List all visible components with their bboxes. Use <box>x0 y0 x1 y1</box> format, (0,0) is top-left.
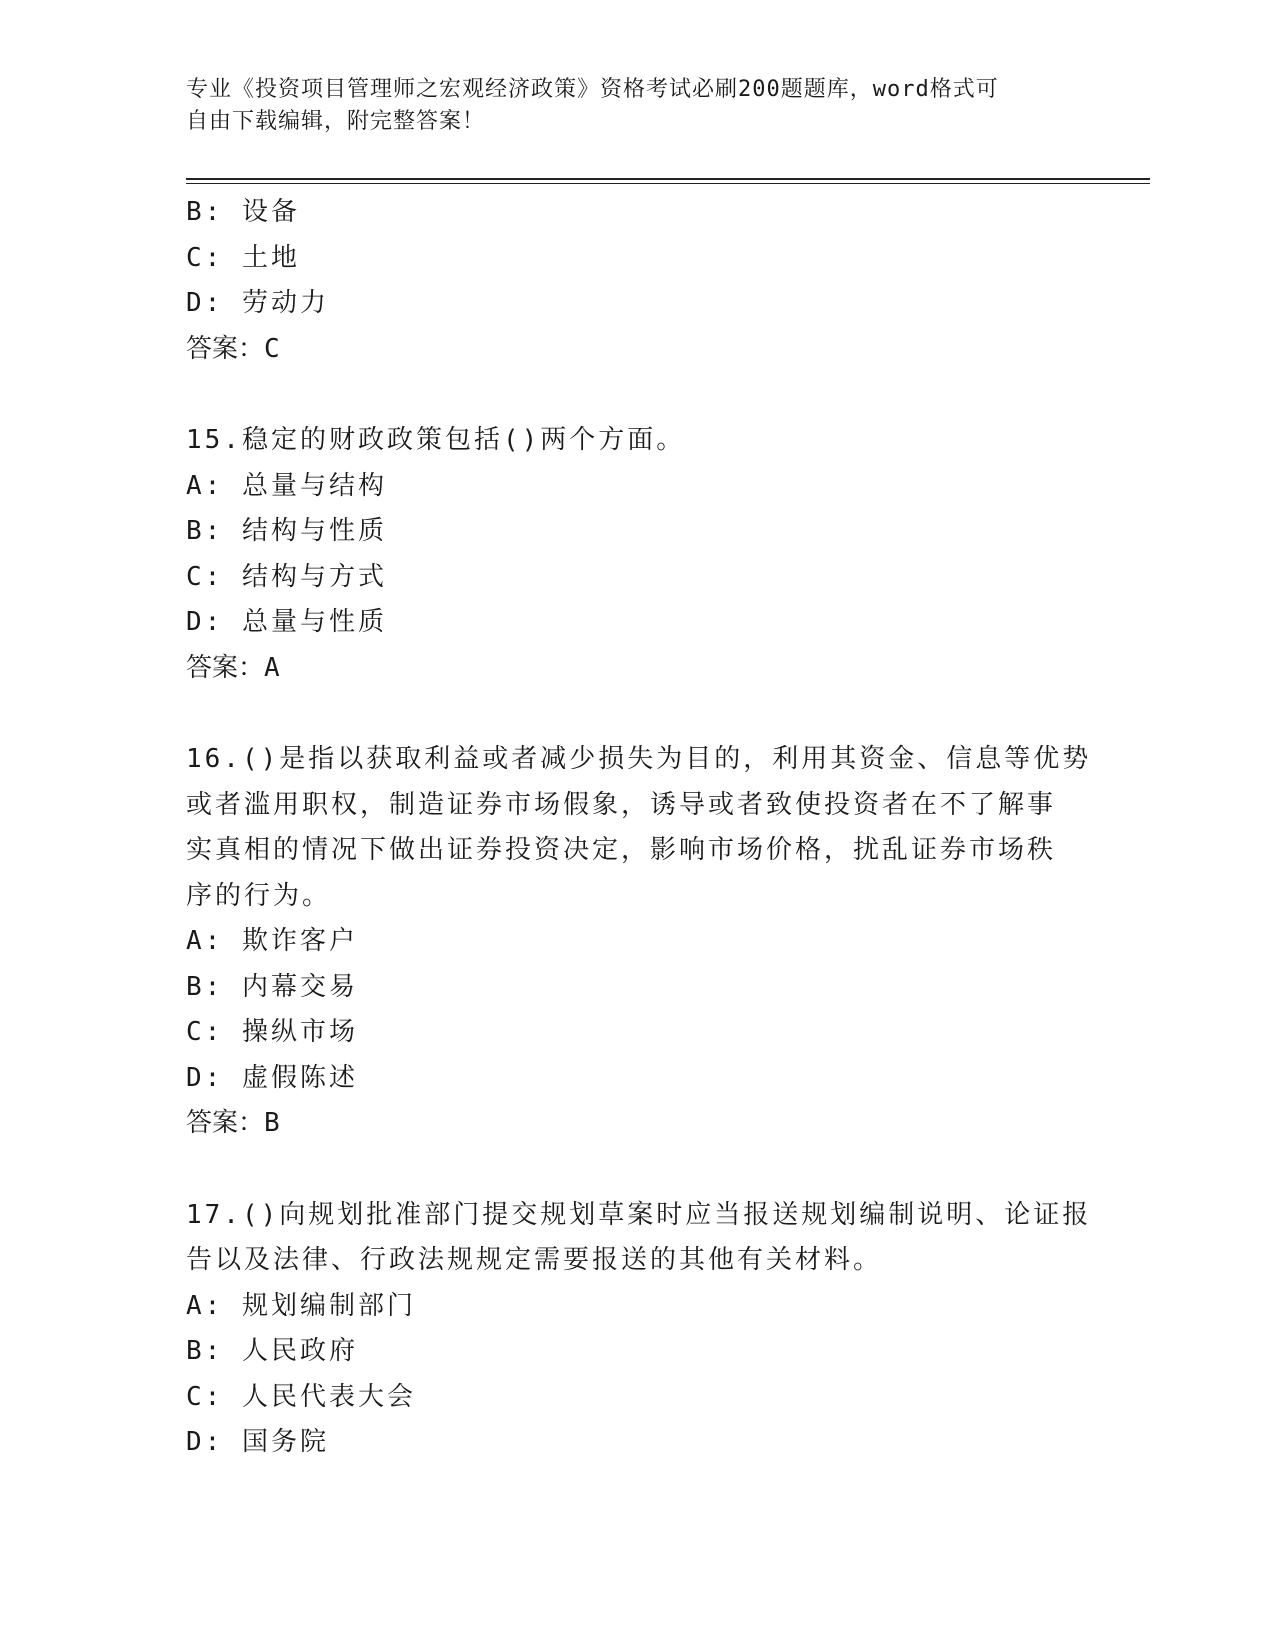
spacer <box>186 691 1086 737</box>
question-list <box>186 190 1092 1466</box>
option-a: A: 欺诈客户 <box>186 926 358 956</box>
header-divider <box>186 178 1150 180</box>
option-b: B: 内幕交易 <box>186 971 358 1002</box>
question-stem: 15.稳定的财政政策包括()两个方面。 <box>186 425 686 455</box>
option-c: C: 结构与方式 <box>186 561 387 592</box>
option-b: B: 人民政府 <box>186 1336 358 1366</box>
spacer <box>186 372 1086 418</box>
header-line: 专业《投资项目管理师之宏观经济政策》资格考试必刷200题题库，word格式可 <box>186 77 999 102</box>
answer-line: 答案：A <box>186 652 280 683</box>
question-stem-line: 17.()向规划批准部门提交规划草案时应当报送规划编制说明、论证报 <box>186 1199 1092 1230</box>
question-stem-line: 告以及法律、行政法规规定需要报送的其他有关材料。 <box>186 1245 883 1275</box>
answer-line: 答案：B <box>186 1108 280 1138</box>
option-a: A: 总量与结构 <box>186 470 387 501</box>
question-stem-line: 或者滥用职权，制造证券市场假象，诱导或者致使投资者在不了解事 <box>186 789 1057 820</box>
question-block <box>186 190 1086 372</box>
option-d: D: 国务院 <box>186 1427 329 1457</box>
question-block <box>186 1193 1092 1466</box>
option-b: B: 设备 <box>186 197 300 227</box>
document-header <box>186 74 1066 138</box>
question-stem-line: 实真相的情况下做出证券投资决定，影响市场价格，扰乱证券市场秩 <box>186 835 1057 865</box>
question-block <box>186 418 1086 691</box>
option-c: C: 人民代表大会 <box>186 1381 416 1412</box>
option-c: C: 土地 <box>186 242 300 273</box>
option-c: C: 操纵市场 <box>186 1017 358 1047</box>
answer-line: 答案：C <box>186 333 280 364</box>
option-a: A: 规划编制部门 <box>186 1290 416 1321</box>
question-block <box>186 737 1092 1147</box>
question-stem-line: 16.()是指以获取利益或者减少损失为目的，利用其资金、信息等优势 <box>186 744 1092 774</box>
spacer <box>186 1147 1086 1193</box>
option-d: D: 总量与性质 <box>186 607 387 637</box>
question-stem-line: 序的行为。 <box>186 880 332 911</box>
option-d: D: 劳动力 <box>186 288 329 318</box>
option-d: D: 虚假陈述 <box>186 1062 358 1093</box>
header-divider <box>186 183 1150 184</box>
header-line: 自由下载编辑，附完整答案！ <box>186 109 486 134</box>
option-b: B: 结构与性质 <box>186 516 387 546</box>
